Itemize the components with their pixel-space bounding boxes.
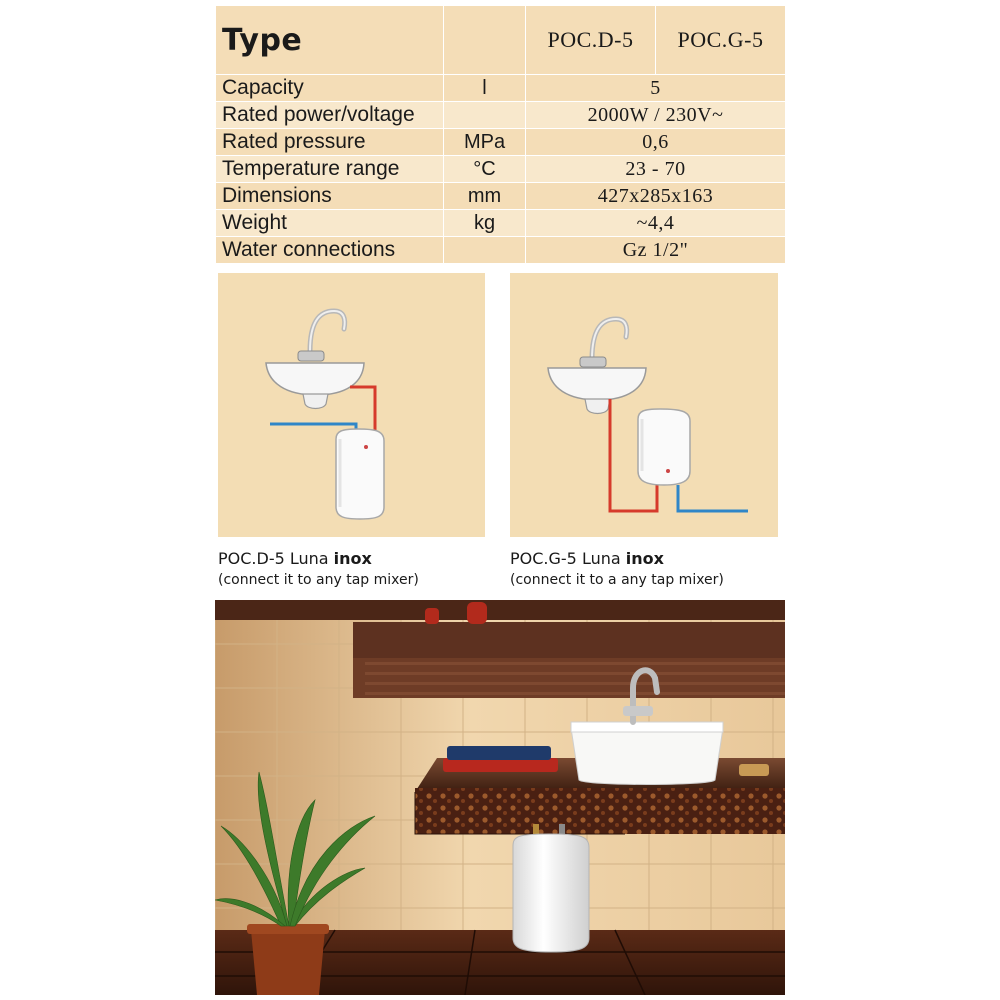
spec-table: [215, 5, 786, 264]
caption-model: POC.G-5 Luna: [510, 549, 621, 568]
sink-basin-icon: [548, 368, 646, 414]
spec-row-unit: °C: [444, 156, 526, 183]
spec-row: [216, 75, 786, 102]
spec-header-row: [216, 6, 786, 75]
spec-row-name: Temperature range: [216, 156, 444, 183]
cold-water-pipe: [678, 485, 748, 511]
spec-row: [216, 129, 786, 156]
caption-poc-d5: [218, 548, 419, 590]
spec-row-name: Rated pressure: [216, 129, 444, 156]
spec-row: [216, 156, 786, 183]
diagram-over-sink: [510, 273, 778, 537]
model-poc-g5: POC.G-5: [656, 6, 786, 75]
spec-row: [216, 210, 786, 237]
spec-row: [216, 183, 786, 210]
spec-row: [216, 237, 786, 264]
spec-row-name: Water connections: [216, 237, 444, 264]
faucet-icon: [580, 319, 627, 367]
spec-row-value: ~4,4: [526, 210, 786, 237]
over-sink-installation-illustration: [510, 273, 778, 537]
faucet-icon: [298, 311, 345, 361]
caption-material: inox: [333, 549, 372, 568]
diagram-under-sink: [218, 273, 485, 537]
caption-material: inox: [625, 549, 664, 568]
spec-row-unit: [444, 102, 526, 129]
water-heater-icon: [638, 409, 690, 485]
spec-row-name: Dimensions: [216, 183, 444, 210]
spec-row-unit: l: [444, 75, 526, 102]
spec-row-value: 2000W / 230V~: [526, 102, 786, 129]
under-sink-installation-illustration: [218, 273, 485, 537]
sink-basin-icon: [266, 363, 364, 409]
spec-row-value: 427x285x163: [526, 183, 786, 210]
spec-row-name: Rated power/voltage: [216, 102, 444, 129]
spec-row-value: 23 - 70: [526, 156, 786, 183]
model-poc-d5: POC.D-5: [526, 6, 656, 75]
spec-row-name: Weight: [216, 210, 444, 237]
spec-row-unit: [444, 237, 526, 264]
spec-row: [216, 102, 786, 129]
spec-row-unit: kg: [444, 210, 526, 237]
caption-poc-g5: [510, 548, 724, 590]
water-heater-icon: [336, 429, 384, 519]
bathroom-photo: [215, 600, 785, 995]
caption-note: (connect it to a any tap mixer): [510, 572, 724, 588]
spec-row-unit: MPa: [444, 129, 526, 156]
caption-note: (connect it to any tap mixer): [218, 572, 419, 588]
spec-row-value: 5: [526, 75, 786, 102]
type-label: Type: [216, 6, 444, 75]
spec-row-unit: mm: [444, 183, 526, 210]
caption-model: POC.D-5 Luna: [218, 549, 329, 568]
bathroom-scene-illustration: [215, 600, 785, 995]
spec-row-name: Capacity: [216, 75, 444, 102]
spec-row-value: Gz 1/2": [526, 237, 786, 264]
spec-row-value: 0,6: [526, 129, 786, 156]
